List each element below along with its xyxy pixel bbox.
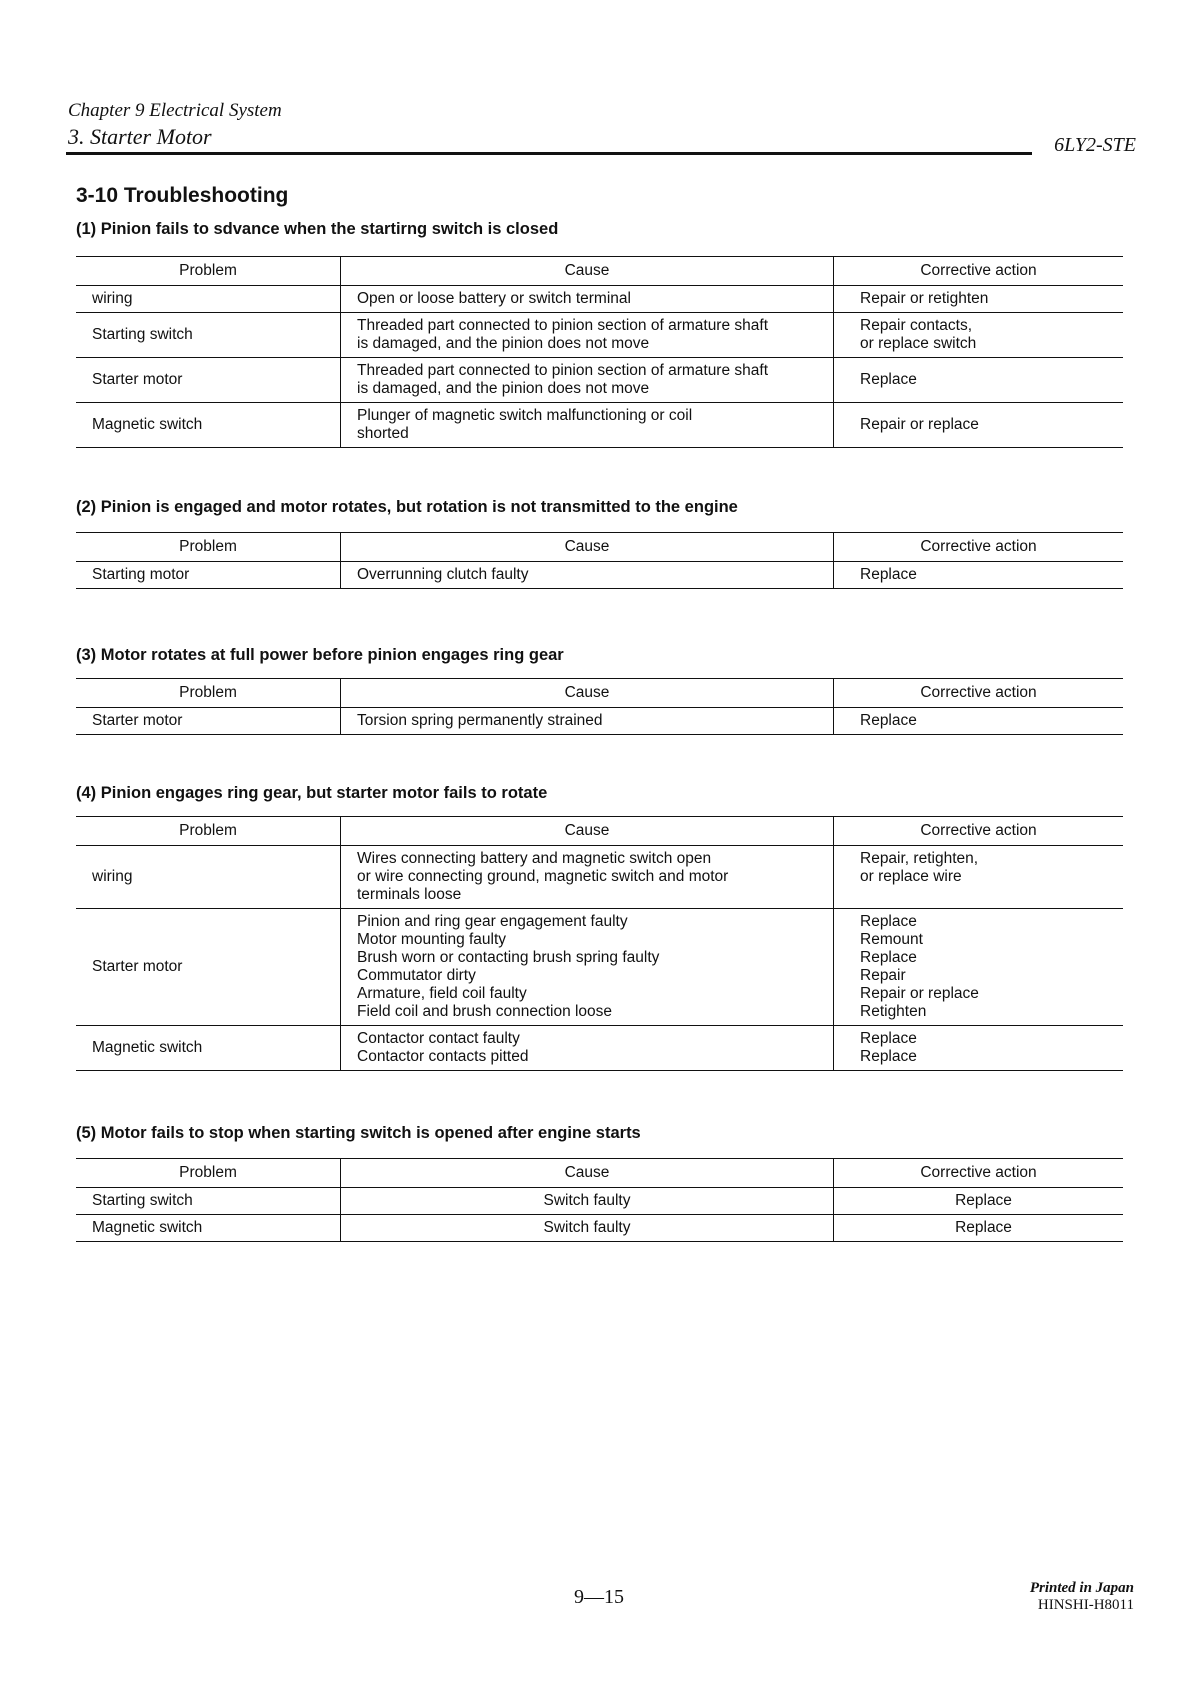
action-cell-line: Remount [860,931,923,948]
table-heading-5: (5) Motor fails to stop when starting switch is opened after engine starts [76,1124,641,1142]
action-cell [834,562,1124,589]
action-cell-line: Replace [860,913,917,930]
table-row [76,1188,1123,1215]
cause-cell [341,1215,834,1242]
cause-cell [341,286,834,313]
troubleshooting-table-5 [76,1158,1123,1242]
page-number: 9—15 [574,1586,624,1608]
action-cell-line: Replace [955,1219,1012,1236]
troubleshooting-table-3 [76,678,1123,735]
table-row [76,1026,1123,1071]
action-cell-line [860,886,1107,904]
action-cell [834,1188,1124,1215]
cause-cell-line: Threaded part connected to pinion section of armature shaft [357,317,768,334]
cause-cell-line: shorted [357,425,409,442]
action-cell [834,358,1124,403]
cause-cell-line: or wire connecting ground, magnetic switch and motor [357,868,729,885]
cause-cell-line: Contactor contact faulty [357,1030,520,1047]
problem-cell: Starting motor [76,562,341,589]
action-cell-line: Replace [860,712,917,729]
troubleshooting-table-2 [76,532,1123,589]
cause-cell-line: Open or loose battery or switch terminal [357,290,631,307]
table-header-row [76,679,1123,708]
cause-cell [341,358,834,403]
model-label: 6LY2-STE [1054,134,1136,156]
column-header: Problem [76,817,341,846]
problem-cell: wiring [76,846,341,909]
table-row [76,313,1123,358]
problem-cell: Starter motor [76,708,341,735]
cause-cell [341,403,834,448]
column-header: Cause [341,679,834,708]
table-row [76,358,1123,403]
header-rule [66,152,1032,155]
problem-cell: Magnetic switch [76,1215,341,1242]
printed-note [1030,1580,1134,1614]
cause-cell-line: Threaded part connected to pinion section of armature shaft [357,362,768,379]
cause-cell-line: Wires connecting battery and magnetic switch open [357,850,712,867]
table-row [76,846,1123,909]
page-title: 3-10 Troubleshooting [76,184,289,207]
action-cell-line: Replace [955,1192,1012,1209]
action-cell-line: Replace [860,1048,917,1065]
table-header-row [76,1159,1123,1188]
column-header: Cause [341,817,834,846]
cause-cell-line: Brush worn or contacting brush spring faulty [357,949,660,966]
action-cell-line: Replace [860,566,917,583]
action-cell [834,909,1124,1026]
table-row [76,286,1123,313]
table-header-row [76,817,1123,846]
action-cell [834,1215,1124,1242]
column-header: Corrective action [834,1159,1124,1188]
column-header: Corrective action [834,679,1124,708]
cause-cell-line: is damaged, and the pinion does not move [357,335,650,352]
column-header: Problem [76,679,341,708]
cause-cell-line: Contactor contacts pitted [357,1048,529,1065]
table-row [76,562,1123,589]
action-cell [834,846,1124,909]
table-heading-3: (3) Motor rotates at full power before pinion engages ring gear [76,646,564,664]
cause-cell-line: Pinion and ring gear engagement faulty [357,913,628,930]
table-row [76,403,1123,448]
table-row [76,708,1123,735]
action-cell-line: Repair [860,967,906,984]
cause-cell-line: Plunger of magnetic switch malfunctioning or coil [357,407,693,424]
section-title: 3. Starter Motor [68,124,212,149]
cause-cell [341,1188,834,1215]
problem-cell: wiring [76,286,341,313]
action-cell-line: Repair or replace [860,985,979,1002]
column-header: Cause [341,533,834,562]
problem-cell: Starter motor [76,909,341,1026]
action-cell-line: Replace [860,1030,917,1047]
column-header: Cause [341,257,834,286]
cause-cell-line: Torsion spring permanently strained [357,712,603,729]
cause-cell [341,562,834,589]
action-cell-line: Replace [860,949,917,966]
action-cell [834,403,1124,448]
cause-cell [341,313,834,358]
table-row [76,909,1123,1026]
action-cell [834,286,1124,313]
cause-cell-line: terminals loose [357,886,462,903]
table-header-row [76,533,1123,562]
action-cell-line: or replace switch [860,335,977,352]
table-header-row [76,257,1123,286]
problem-cell: Starting switch [76,1188,341,1215]
action-cell-line: Repair or retighten [860,290,989,307]
cause-cell-line: Switch faulty [543,1219,631,1236]
action-cell [834,708,1124,735]
column-header: Problem [76,1159,341,1188]
cause-cell-line: Field coil and brush connection loose [357,1003,613,1020]
problem-cell: Starter motor [76,358,341,403]
table-heading-1: (1) Pinion fails to sdvance when the startirng switch is closed [76,220,559,238]
column-header: Corrective action [834,533,1124,562]
cause-cell [341,1026,834,1071]
cause-cell [341,909,834,1026]
action-cell-line: Replace [860,371,917,388]
column-header: Cause [341,1159,834,1188]
table-heading-4: (4) Pinion engages ring gear, but starter motor fails to rotate [76,784,548,802]
action-cell-line: or replace wire [860,868,962,885]
action-cell-line: Repair contacts, [860,317,972,334]
action-cell-line: Retighten [860,1003,927,1020]
action-cell [834,1026,1124,1071]
column-header: Problem [76,533,341,562]
cause-cell [341,708,834,735]
chapter-title: Chapter 9 Electrical System [68,100,282,121]
cause-cell-line: Switch faulty [543,1192,631,1209]
cause-cell-line: is damaged, and the pinion does not move [357,380,650,397]
action-cell-line: Repair or replace [860,416,979,433]
cause-cell-line: Motor mounting faulty [357,931,507,948]
document-code: HINSHI-H8011 [1037,1597,1134,1613]
problem-cell: Magnetic switch [76,403,341,448]
column-header: Corrective action [834,257,1124,286]
troubleshooting-table-1 [76,256,1123,448]
cause-cell [341,846,834,909]
cause-cell-line: Commutator dirty [357,967,476,984]
printed-in-label: Printed in Japan [1029,1580,1134,1596]
action-cell [834,313,1124,358]
action-cell-line: Repair, retighten, [860,850,979,867]
cause-cell-line: Overrunning clutch faulty [357,566,529,583]
cause-cell-line: Armature, field coil faulty [357,985,527,1002]
troubleshooting-table-4 [76,816,1123,1071]
table-heading-2: (2) Pinion is engaged and motor rotates, but rotation is not transmitted to the engine [76,498,738,516]
column-header: Corrective action [834,817,1124,846]
column-header: Problem [76,257,341,286]
problem-cell: Starting switch [76,313,341,358]
table-row [76,1215,1123,1242]
problem-cell: Magnetic switch [76,1026,341,1071]
